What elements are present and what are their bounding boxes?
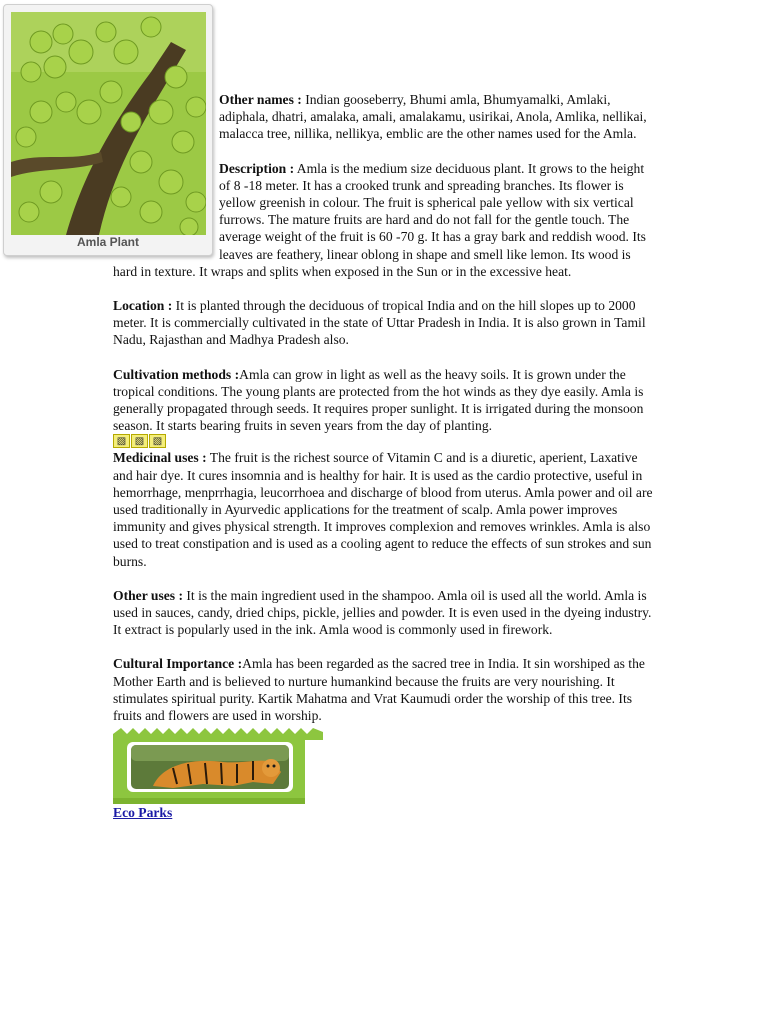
tiger-banner-image xyxy=(113,728,323,804)
section-label: Other uses : xyxy=(113,587,183,603)
section-other-uses xyxy=(113,587,658,639)
section-cultivation-methods xyxy=(113,366,658,435)
section-text: It is the main ingredient used in the shampoo. Amla oil is used all the world. Amla is used in sauces, candy, dried chips, pickle, jellies and powder. It is even used in the dyeing industry. It extract is popularly used in the ink. Amla wood is commonly used in firework. xyxy=(113,587,652,638)
section-text: It is planted through the deciduous of tropical India and on the hill slopes up to 2000 meter. It is commercially cultivated in the state of Uttar Pradesh in India. It is also grown in Tamil Nadu, Rajasthan and Madhya Pradesh also. xyxy=(113,298,646,348)
section-label: Cultural Importance : xyxy=(113,656,243,672)
section-location xyxy=(113,297,658,349)
section-text: Amla is the medium size deciduous plant. It grows to the height of 8 -18 meter. It has a crooked trunk and spreading branches. Its flower is yellow greenish in colour. The fruit is spherical pale yellow with six vertical furrows. The mature fruits are hard and do not fall for the gentle touch. The average weight of the fruit is 60 -70 g. It has a gray bark and reddish wood. Its leaves are feathery, linear oblong in shape and smell like lemon. Its wood is hard in texture. It wraps and splits when exposed in the Sun or in the excessive heat. xyxy=(113,160,646,279)
image-float-spacer xyxy=(113,91,219,261)
article-body xyxy=(113,91,658,822)
section-cultural-importance xyxy=(113,655,658,724)
section-label: Medicinal uses : xyxy=(113,450,207,466)
section-text: Amla can grow in light as well as the heavy soils. It is grown under the tropical conditions. The young plants are protected from the hot winds as they dye easily. Amla is generally propagated through seeds. It requires proper sunlight. It is irrigated during the monsoon season. It starts bearing fruits in seven years from the day of planting. xyxy=(113,366,644,434)
section-medicinal-uses xyxy=(113,449,658,569)
section-text: Indian gooseberry, Bhumi amla, Bhumyamalki, Amlaki, adiphala, dhatri, amalaka, amali, amalakamu, usirikai, Anola, Amlika, nellikai, malacca tree, nillika, nellikya, emblic are the other names used for the Amla. xyxy=(219,92,647,142)
section-text: Amla has been regarded as the sacred tree in India. It sin worshiped as the Mother Earth and is believed to nurture humankind because the fruits are very nourishing. It stimulates spiritual purity. Kartik Mahatma and Vrat Kaumudi order the worship of this tree. Its fruits and flowers are used in worship. xyxy=(113,656,645,724)
broken-image-icon: ▧ xyxy=(113,434,130,448)
broken-image-icon: ▧ xyxy=(131,434,148,448)
broken-image-icon: ▧ xyxy=(149,434,166,448)
section-text: The fruit is the richest source of Vitamin C and is a diuretic, aperient, Laxative and hair dye. It cures insomnia and is healthy for hair. It is used as the cardio protective, useful in hemorrhage, menprrhagia, leucorrhoea and discharge of blood from uterus. Amla power and oil are used traditionally in Ayurvedic applications for the treatment of scalp. Amla power improves immunity and gives physical strength. It improves complexion and removes wrinkles. Amla is also used to treat constipation and is used as a cooling agent to reduce the effects of sun strokes and sun burns. xyxy=(113,450,653,569)
eco-parks-link[interactable]: Eco Parks xyxy=(113,805,173,821)
section-label: Location : xyxy=(113,298,173,314)
eco-parks-banner[interactable] xyxy=(113,728,323,804)
broken-image-strip xyxy=(113,434,658,449)
photo-caption: Amla Plant xyxy=(76,235,139,249)
section-label: Cultivation methods : xyxy=(113,366,240,382)
section-label: Other names : xyxy=(219,92,302,107)
section-label: Description : xyxy=(219,160,295,176)
